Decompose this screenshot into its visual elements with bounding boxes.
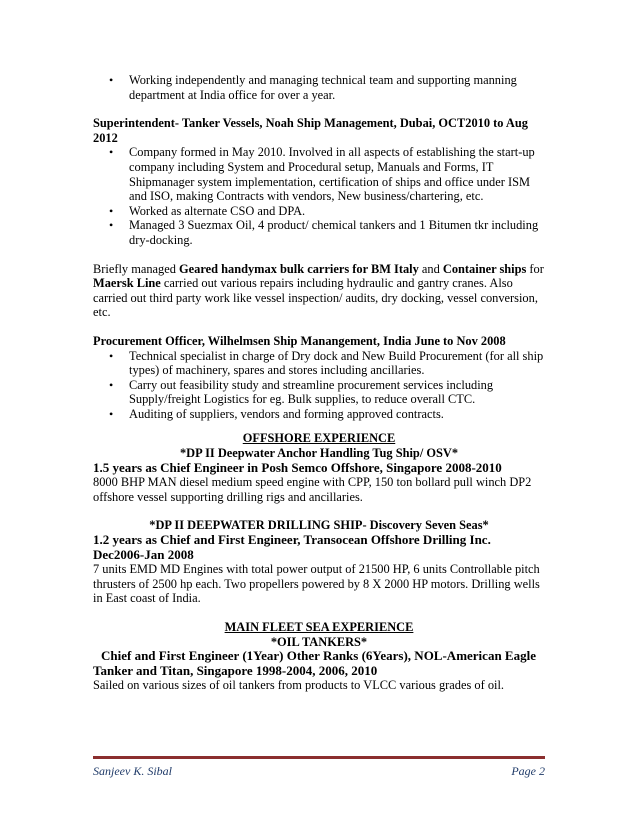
bullet-text: Working independently and managing technical team and supporting manning department at India office for over a year. xyxy=(129,73,517,102)
role-text-nol: Sailed on various sizes of oil tankers from products to VLCC various grades of oil. xyxy=(93,678,505,693)
role-text-transocean: 7 units EMD MD Engines with total power output of 21500 HP, 6 units Controllable pitch thrusters of 2500 hp each. Two propellers powered by 8 X 2000 HP motors. Drilling wells in East coast of India. xyxy=(93,562,540,606)
footer-page-number: Page 2 xyxy=(511,764,545,778)
spacer xyxy=(93,320,545,334)
role-title-posh: 1.5 years as Chief Engineer in Posh Semco Offshore, Singapore 2008-2010 xyxy=(93,459,502,475)
role-title-transocean: 1.2 years as Chief and First Engineer, Transocean Offshore Drilling Inc. Dec2006-Jan 2008 xyxy=(93,532,491,562)
subheading-oil-tankers: *OIL TANKERS* xyxy=(270,634,368,649)
bullet-item: • Managed 3 Suezmax Oil, 4 product/ chemical tankers and 1 Bitumen tkr including dry-docking. xyxy=(93,218,545,247)
page-footer xyxy=(93,764,545,779)
spacer xyxy=(93,504,545,518)
subheading-dp-anchor: *DP II Deepwater Anchor Handling Tug Ship/ OSV* xyxy=(179,446,459,461)
role-text-posh: 8000 BHP MAN diesel medium speed engine with CPP, 150 ton bollard pull winch DP2 offshore vessel supporting drilling rigs and ancillaries. xyxy=(93,475,532,504)
bullet-item xyxy=(93,73,545,102)
bullet-item: • Auditing of suppliers, vendors and forming approved contracts. xyxy=(93,407,545,422)
spacer xyxy=(93,606,545,620)
spacer xyxy=(93,421,545,431)
subheading-drilling-ship: *DP II DEEPWATER DRILLING SHIP- Discovery Seven Seas* xyxy=(149,518,489,533)
footer-divider xyxy=(93,756,545,759)
spacer xyxy=(93,102,545,116)
footer-author-name: Sanjeev K. Sibal xyxy=(93,764,172,778)
bullet-item: • Worked as alternate CSO and DPA. xyxy=(93,204,545,219)
section-title-procurement: Procurement Officer, Wilhelmsen Ship Manangement, India June to Nov 2008 xyxy=(93,333,506,348)
heading-main-fleet: MAIN FLEET SEA EXPERIENCE xyxy=(224,620,414,634)
role-title-nol: Chief and First Engineer (1Year) Other Ranks (6Years), NOL-American Eagle Tanker and Titan, Singapore 1998-2004, 2006, 2010 xyxy=(93,648,536,678)
heading-offshore: OFFSHORE EXPERIENCE xyxy=(242,431,396,446)
spacer xyxy=(93,248,545,262)
bullet-item: • Carry out feasibility study and streamline procurement services including Supply/freight Logistics for eg. Bulk supplies, to reduce overall CTC. xyxy=(93,378,545,407)
bullet-item: • Company formed in May 2010. Involved in all aspects of establishing the start-up company including System and Procedural setup, Manuals and Forms, IT Shipmanager system implementation, certification of ships and office under ISM and ISO, making Contracts with vendors, New business/chartering, etc. xyxy=(93,145,545,203)
section-title-superintendent: Superintendent- Tanker Vessels, Noah Ship Management, Dubai, OCT2010 to Aug 2012 xyxy=(93,116,528,145)
resume-page xyxy=(93,73,545,693)
paragraph-bulk-carriers: Briefly managed Geared handymax bulk carriers for BM Italy and Container ships for Maersk Line carried out various repairs including hydraulic and gantry cranes. Also carried out third party work like vessel inspection/ audits, dry docking, vessel conversion, etc. xyxy=(93,261,544,320)
bullet-item: • Technical specialist in charge of Dry dock and New Build Procurement (for all ship types) of machinery, spares and stores including ancillaries. xyxy=(93,349,545,378)
